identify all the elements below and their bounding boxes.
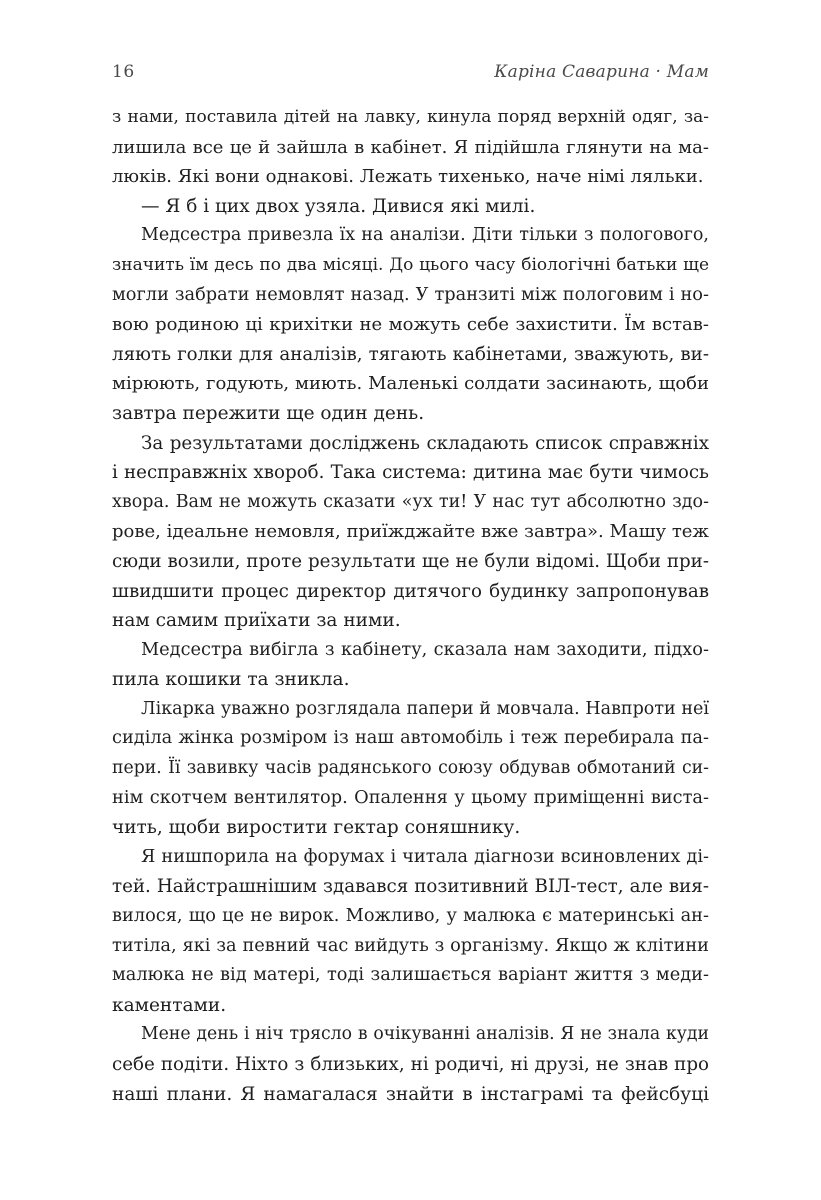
- text-line: мірюють, годують, миють. Маленькі солдати засинають, щоби: [112, 373, 709, 395]
- text-line: тей. Найстрашнішим здавався позитивний ВІЛ-тест, але вия-: [112, 876, 709, 898]
- text-line: вою родиною ці крихітки не можуть себе захистити. Їм встав-: [112, 314, 709, 336]
- text-line: Медсестра вибігла з кабінету, сказала нам заходити, підхо-: [141, 639, 709, 660]
- text-line: сюди возили, проте результати ще не були відомі. Щоби при-: [112, 550, 709, 572]
- text-line: малюка не від матері, тоді залишається варіант життя з меди-: [112, 965, 709, 986]
- text-line: — Я б і цих двох узяла. Дивися які милі.: [141, 195, 536, 217]
- text-line: каментами.: [112, 994, 227, 1016]
- text-line: рове, ідеальне немовля, приїжджайте вже завтра». Машу теж: [112, 521, 709, 543]
- text-line: і несправжніх хвороб. Така система: дитина має бути чимось: [112, 462, 709, 484]
- text-line: За результатами досліджень складають список справжніх: [141, 432, 709, 454]
- text-line: сиділа жінка розміром із наш автомобіль і теж перебирала па-: [112, 728, 709, 749]
- text-line: себе подіти. Ніхто з близьких, ні родичі, ні друзі, не знав про: [112, 1054, 709, 1075]
- text-line: чить, щоби виростити гектар соняшнику.: [112, 817, 521, 839]
- text-line: вилося, що це не вирок. Можливо, у малюка є материнські ан-: [112, 906, 709, 927]
- text-line: наші плани. Я намагалася знайти в інстаграмі та фейсбуці: [112, 1083, 709, 1105]
- text-line: Мене день і ніч трясло в очікуванні аналізів. Я не знала куди: [141, 1024, 709, 1045]
- text-line: Медсестра привезла їх на аналізи. Діти тільки з пологового,: [141, 225, 709, 246]
- text-line: нам самим приїхати за ними.: [112, 610, 401, 632]
- page-header: [112, 62, 709, 90]
- text-line: швидшити процес директор дитячого будинку запропонував: [112, 580, 709, 602]
- text-line: з нами, поставила дітей на лавку, кинула поряд верхній одяг, за-: [112, 107, 709, 127]
- text-line: завтра пережити ще один день.: [112, 402, 425, 424]
- text-line: могли забрати немовлят назад. У транзиті між пологовим і но-: [112, 284, 709, 305]
- text-line: значить їм десь по два місяці. До цього часу біологічні батьки ще: [112, 254, 709, 275]
- text-line: люків. Які вони однакові. Лежать тихенько, наче німі ляльки.: [112, 166, 704, 188]
- text-line: ляють голки для аналізів, тягають кабінетами, зважують, ви-: [112, 343, 709, 365]
- body-text: [112, 103, 709, 1109]
- running-title: Каріна Саварина · Мам: [494, 62, 709, 82]
- page-number: 16: [112, 62, 135, 82]
- text-line: нім скотчем вентилятор. Опалення у цьому приміщенні виста-: [112, 787, 709, 808]
- text-line: лишила все це й зайшла в кабінет. Я підійшла глянути на ма-: [112, 136, 709, 158]
- text-line: пери. Її завивку часів радянського союзу обдував обмотаний си-: [112, 758, 709, 779]
- text-line: пила кошики та зникла.: [112, 669, 350, 691]
- text-line: Лікарка уважно розглядала папери й мовчала. Навпроти неї: [141, 698, 709, 719]
- text-line: хвора. Вам не можуть сказати «ух ти! У нас тут абсолютно здо-: [112, 491, 709, 512]
- text-line: Я нишпорила на форумах і читала діагнози всиновлених ді-: [141, 846, 709, 867]
- text-line: титіла, які за певний час вийдуть з організму. Якщо ж клітини: [112, 935, 709, 956]
